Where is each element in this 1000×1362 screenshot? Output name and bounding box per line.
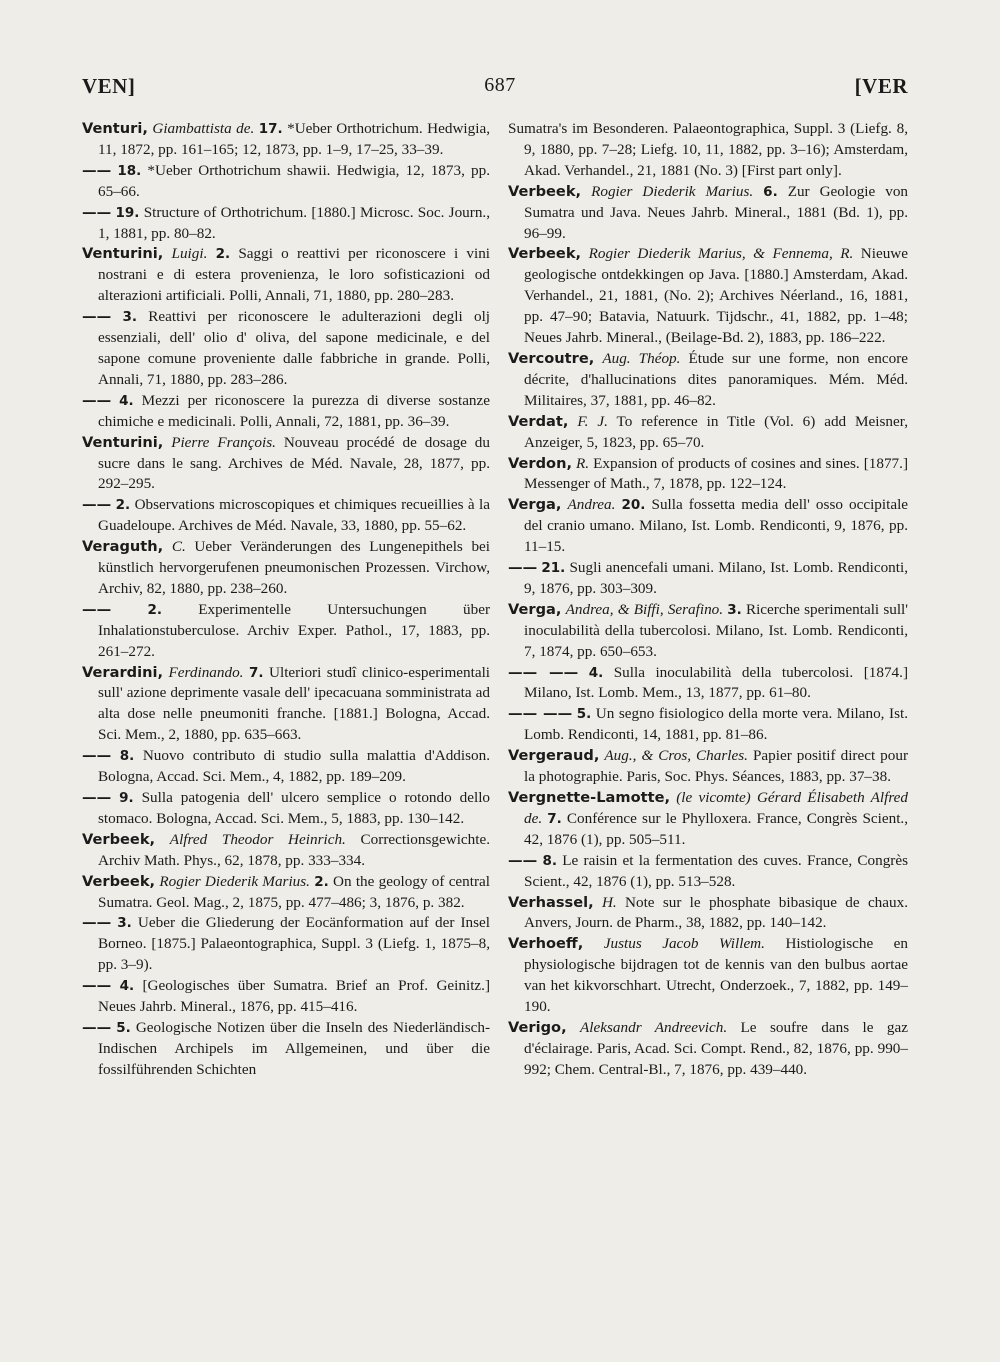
- bibliography-entry: [508, 412, 908, 454]
- entry-number: 6.: [763, 183, 778, 200]
- entry-given-name: Aug. Théop.: [602, 349, 681, 367]
- entry-given-name: Andrea, & Biffi, Serafino.: [565, 600, 724, 618]
- entry-text: Histiologische en physiologische bijdragen tot de kennis van den bulbus aortae van het kikvorschhart. Utrecht, Onderzoek., 7, 1882, pp. 149–190.: [524, 935, 908, 1016]
- entry-author: ——: [82, 496, 112, 514]
- entry-author: ——: [82, 308, 112, 326]
- entry-given-name: Pierre François.: [171, 433, 276, 451]
- entry-text: Mezzi per riconoscere la purezza di diverse sostanze chimiche e medicinali. Polli, Annali, 72, 1881, pp. 36–39.: [98, 391, 491, 430]
- entry-text: Papier positif direct pour la photographie. Paris, Soc. Phys. Séances, 1883, pp. 37–38.: [524, 747, 909, 786]
- entry-text: Sulla inoculabilità della tubercolosi. [1874.] Milano, Ist. Lomb. Mem., 13, 1877, pp. 61–80.: [524, 663, 908, 702]
- entry-author: Verigo,: [508, 1018, 567, 1036]
- entry-number: 19.: [115, 204, 140, 221]
- entry-number: 3.: [727, 601, 742, 618]
- bibliography-entry: [82, 244, 490, 307]
- entry-author: Verdat,: [508, 412, 569, 430]
- bibliography-entry: [82, 788, 490, 830]
- entry-author: Vergeraud,: [508, 747, 600, 765]
- entry-number: 8.: [542, 852, 557, 869]
- entry-author: Verbeek,: [82, 830, 156, 848]
- entry-author: Verardini,: [82, 663, 164, 681]
- entry-author: Verga,: [508, 496, 562, 514]
- entry-text: Sulla patogenia dell' ulcero semplice o rotondo dello stomaco. Bologna, Accad. Sci. Mem., 5, 1883, pp. 130–142.: [98, 789, 491, 827]
- entry-text: Ulteriori studî clinico-esperimentali sull' azione deprimente vasale dell' ipecacuana somministrata ad alta dose nelle pneumoniti franche. [1881.] Bologna, Accad. Sci. Mem., 2, 1880, pp. 635–663.: [98, 663, 491, 744]
- entry-number: 3.: [122, 309, 137, 326]
- entry-number: 17.: [258, 121, 283, 137]
- entry-text: Le raisin et la fermentation des cuves. France, Congrès Scient., 42, 1876 (1), pp. 513–528.: [524, 851, 908, 890]
- entry-text: Ricerche sperimentali sull' inoculabilità della tubercolosi. Milano, Ist. Lomb. Rendiconti, 7, 1874, pp. 650–653.: [524, 600, 908, 660]
- bibliography-entry: [82, 600, 490, 663]
- entry-author: Verbeek,: [508, 182, 582, 200]
- entry-author: Vergnette-Lamotte,: [508, 789, 671, 806]
- entry-number: 9.: [119, 790, 134, 806]
- entry-text: Le soufre dans le gaz d'éclairage. Paris, Acad. Sci. Compt. Rend., 82, 1876, pp. 990–992; Chem. Central-Bl., 7, 1876, pp. 439–440.: [524, 1018, 908, 1078]
- right-column: [508, 119, 908, 1081]
- bibliography-entry: [508, 495, 908, 558]
- entry-number: 3.: [117, 915, 132, 932]
- entry-number: 4.: [119, 392, 134, 409]
- entry-text: Sumatra's im Besonderen. Palaeontographica, Suppl. 3 (Liefg. 8, 9, 1880, pp. 7–28; Liefg. 10, 11, 1882, pp. 3–16); Amsterdam, Akad. Verhandel., 21, 1881 (No. 3) [First part only].: [508, 120, 908, 179]
- entry-number: 18.: [117, 162, 142, 179]
- entry-author: Verhoeff,: [508, 935, 584, 953]
- entry-number: 2.: [314, 873, 329, 890]
- entry-text: Nieuwe geologische ontdekkingen op Java. [1880.] Amsterdam, Akad. Verhandel., 21, 1881, (No. 2); Archives Néerland., 16, 1881, pp. 47–90; Batavia, Natuurk. Tijdschr., 41, 1882, pp. 1–48; Neues Jahrb. Mineral., (Beilage-Bd. 2), 1883, pp. 186–222.: [524, 245, 909, 347]
- entry-text: On the geology of central Sumatra. Geol. Mag., 2, 1875, pp. 477–486; 3, 1876, p. 382.: [98, 872, 491, 911]
- entry-given-name: Alfred Theodor Heinrich.: [169, 830, 346, 848]
- entry-author: ——: [82, 391, 112, 409]
- bibliography-entry: [508, 182, 908, 245]
- entry-author: ——: [82, 789, 112, 806]
- entry-text: Conférence sur le Phylloxera. France, Congrès Scient., 42, 1876 (1), pp. 505–511.: [524, 809, 909, 848]
- bibliography-entry: [82, 976, 490, 1018]
- entry-given-name: Ferdinando.: [168, 663, 244, 681]
- entry-given-name: (le vicomte) Gérard Élisabeth Alfred de.: [524, 789, 909, 827]
- entry-number: 21.: [541, 560, 566, 577]
- entry-number: 8.: [119, 748, 135, 765]
- entry-text: Un segno fisiologico della morte vera. Milano, Ist. Lomb. Rendiconti, 14, 1881, pp. 81–86.: [524, 705, 908, 744]
- entry-text: Étude sur une forme, non encore décrite, d'hallucinations dites panoramiques. Mém. Méd. Militaires, 37, 1881, pp. 46–82.: [524, 349, 909, 409]
- bibliography-entry: [82, 203, 490, 245]
- entry-text: Observations microscopiques et chimiques recueillies à la Guadeloupe. Archives de Méd. Navale, 33, 1880, pp. 55–62.: [98, 496, 491, 535]
- entry-author: Venturi,: [82, 120, 148, 137]
- bibliography-entry: [508, 893, 908, 935]
- bibliography-entry: [82, 663, 490, 747]
- entry-given-name: R.: [576, 454, 590, 472]
- entry-author: ——: [82, 203, 112, 221]
- entry-text: Structure of Orthotrichum. [1880.] Microsc. Soc. Journ., 1, 1881, pp. 80–82.: [98, 203, 491, 242]
- bibliography-entry: [508, 663, 908, 705]
- bibliography-entry: [82, 161, 490, 203]
- bibliography-entry: [508, 244, 908, 349]
- entry-text: *Ueber Orthotrichum. Hedwigia, 11, 1872, pp. 161–165; 12, 1873, pp. 1–9, 17–25, 33–39.: [98, 120, 490, 158]
- entry-author: Veraguth,: [82, 538, 164, 556]
- left-column: [82, 119, 490, 1081]
- entry-author: ——: [508, 851, 538, 869]
- bibliography-entry: [82, 537, 490, 600]
- entry-given-name: Rogier Diederik Marius.: [159, 872, 310, 890]
- entry-text: Expansion of products of cosines and sines. [1877.] Messenger of Math., 7, 1878, pp. 122–124.: [524, 454, 909, 493]
- entry-text: Reattivi per riconoscere le adulterazioni degli olj essenziali, dell' olio d' oliva, del sapone medicinale, e del sapone comune proveniente dalle fabbriche in grande. Polli, Annali, 71, 1880, pp. 283–286.: [98, 308, 491, 388]
- bibliography-entry: [82, 307, 490, 391]
- bibliography-entry: [82, 119, 490, 161]
- entry-author: —— ——: [508, 663, 579, 681]
- bibliography-entry: [508, 704, 908, 746]
- entry-number: 4.: [588, 664, 604, 681]
- entry-author: Venturini,: [82, 433, 164, 451]
- entry-given-name: F. J.: [577, 412, 608, 430]
- entry-number: 7.: [248, 664, 264, 681]
- entry-author: ——: [82, 977, 112, 995]
- entry-given-name: C.: [171, 538, 186, 556]
- bibliography-entry: [508, 454, 908, 496]
- entry-text: Saggi o reattivi per riconoscere i vini nostrani e di estera provenienza, le loro sofisticazioni od alterazioni artificiali. Polli, Annali, 71, 1880, pp. 280–283.: [98, 245, 491, 305]
- bibliography-entry: [508, 746, 908, 788]
- entry-author: ——: [508, 559, 538, 577]
- entry-given-name: Luigi.: [171, 245, 208, 263]
- entry-author: Verga,: [508, 600, 562, 618]
- entry-author: ——: [82, 747, 112, 765]
- entry-author: ——: [82, 600, 112, 618]
- bibliography-entry: [82, 913, 490, 976]
- running-head-right: [VER: [854, 74, 908, 98]
- entry-number: 2.: [147, 601, 162, 618]
- entry-given-name: Andrea.: [567, 496, 616, 514]
- entry-number: 5.: [116, 1019, 131, 1036]
- entry-author: Verbeek,: [82, 872, 156, 890]
- entry-author: Verhassel,: [508, 893, 594, 911]
- entry-author: ——: [82, 1018, 112, 1036]
- entry-text: *Ueber Orthotrichum shawii. Hedwigia, 12, 1873, pp. 65–66.: [98, 161, 491, 200]
- entry-number: 4.: [119, 978, 135, 995]
- bibliography-entry: [508, 349, 908, 412]
- bibliography-entry: [82, 433, 490, 496]
- entry-text: Geologische Notizen über die Inseln des Niederländisch-Indischen Archipels im Allgemeinen, und über die fossilführenden Schichten: [98, 1018, 491, 1078]
- bibliography-entry: [82, 495, 490, 537]
- entry-author: —— ——: [508, 705, 573, 723]
- bibliography-entry: [82, 1018, 490, 1081]
- entry-text: Sugli anencefali umani. Milano, Ist. Lomb. Rendiconti, 9, 1876, pp. 303–309.: [524, 559, 908, 597]
- entry-number: 5.: [576, 706, 592, 723]
- entry-text: Note sur le phosphate bibasique de chaux. Anvers, Journ. de Pharm., 38, 1882, pp. 140–142.: [524, 893, 908, 932]
- bibliography-entry: [82, 830, 490, 872]
- entry-author: ——: [82, 161, 112, 179]
- entry-text: Experimentelle Untersuchungen über Inhalationstuberculose. Archiv Exper. Pathol., 17, 1883, pp. 261–272.: [98, 600, 491, 660]
- page-number: 687: [484, 74, 516, 96]
- entry-given-name: H.: [601, 893, 617, 911]
- entry-number: 2.: [115, 497, 131, 514]
- entry-text: Nuovo contributo di studio sulla malattia d'Addison. Bologna, Accad. Sci. Mem., 4, 1882, pp. 189–209.: [98, 747, 490, 786]
- entry-given-name: Rogier Diederik Marius, & Fennema, R.: [588, 245, 854, 263]
- entry-number: 20.: [621, 497, 646, 514]
- entry-given-name: Justus Jacob Willem.: [603, 935, 765, 953]
- bibliography-entry: [508, 851, 908, 893]
- entry-author: Verbeek,: [508, 245, 582, 263]
- entry-text: Sulla fossetta media dell' osso occipitale del cranio umano. Milano, Ist. Lomb. Rendiconti, 9, 1876, pp. 11–15.: [524, 496, 909, 556]
- bibliography-entry: [82, 872, 490, 914]
- bibliography-entry: [508, 934, 908, 1018]
- entry-text: [Geologisches über Sumatra. Brief an Prof. Geinitz.] Neues Jahrb. Mineral., 1876, pp. 415–416.: [98, 977, 491, 1016]
- bibliography-entry: [508, 1018, 908, 1081]
- entry-text: Ueber Veränderungen des Lungenepithels bei künstlich hervorgerufenen pneumonischen Prozessen. Virchow, Archiv, 82, 1880, pp. 238–260.: [98, 538, 491, 597]
- entry-given-name: Giambattista de.: [152, 120, 255, 137]
- running-head-left: VEN]: [82, 74, 136, 98]
- bibliography-entry: [82, 746, 490, 788]
- entry-given-name: Aleksandr Andreevich.: [580, 1018, 728, 1036]
- entry-text: Correctionsgewichte. Archiv Math. Phys., 62, 1878, pp. 333–334.: [98, 830, 491, 869]
- entry-text: Ueber die Gliederung der Eocänformation auf der Insel Borneo. [1875.] Palaeontographica, Suppl. 3 (Liefg. 1, 1875–8, pp. 3–9).: [98, 914, 491, 974]
- entry-number: 2.: [215, 246, 231, 263]
- entry-author: Verdon,: [508, 454, 572, 472]
- entry-author: Vercoutre,: [508, 349, 595, 367]
- entry-text: Zur Geologie von Sumatra und Java. Neues Jahrb. Mineral., 1881 (Bd. 1), pp. 96–99.: [524, 182, 909, 242]
- entry-text: To reference in Title (Vol. 6) add Meisner, Anzeiger, 5, 1823, pp. 65–70.: [524, 412, 908, 451]
- entry-number: 7.: [547, 810, 562, 827]
- entry-given-name: Rogier Diederik Marius.: [591, 182, 754, 200]
- bibliography-entry: [508, 788, 908, 851]
- bibliography-entry: [508, 558, 908, 600]
- entry-given-name: Aug., & Cros, Charles.: [604, 747, 748, 765]
- entry-author: ——: [82, 914, 112, 932]
- bibliography-entry: [82, 391, 490, 433]
- bibliography-entry: [508, 600, 908, 663]
- bibliography-entry: [508, 119, 908, 182]
- entry-text: Nouveau procédé de dosage du sucre dans le sang. Archives de Méd. Navale, 28, 1877, pp. 292–295.: [98, 433, 490, 493]
- entry-author: Venturini,: [82, 245, 164, 263]
